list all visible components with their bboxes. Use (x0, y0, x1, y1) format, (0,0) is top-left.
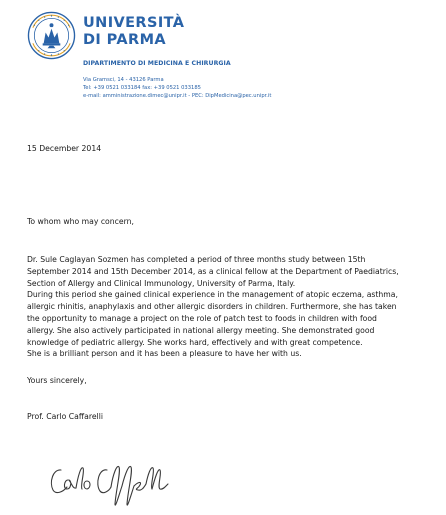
address-street: Via Gramsci, 14 - 43126 Parma (83, 77, 164, 83)
body-line: allergy. She also actively participated in national allergy meeting. She demonstrated good (27, 325, 375, 335)
university-name (83, 15, 184, 49)
university-name-line2: DI PARMA (83, 32, 167, 48)
letter-body (27, 254, 399, 360)
letter-signatory: Prof. Carlo Caffarelli (27, 412, 103, 421)
letter-salutation: To whom who may concern, (27, 217, 134, 226)
body-line: Section of Allergy and Clinical Immunology, University of Parma, Italy. (27, 278, 296, 288)
letter-closing: Yours sincerely, (27, 376, 87, 385)
address-email: e-mail: amministrazione.dimec@unipr.it - PEC: DipMedicina@pec.unipr.it (83, 93, 272, 99)
letter-date: 15 December 2014 (27, 144, 102, 153)
department-name: DIPARTIMENTO DI MEDICINA E CHIRURGIA (83, 60, 231, 67)
body-line: She is a brilliant person and it has been a pleasure to have her with us. (27, 349, 302, 359)
body-line: September 2014 and 15th December 2014, as a clinical fellow at the Department of Paediatrics, (27, 266, 399, 276)
address-phone-fax: Tel: +39 0521 033184 fax: +39 0521 033185 (83, 85, 201, 91)
body-line: the opportunity to manage a project on the role of patch test to foods in children with food (27, 313, 377, 323)
body-line: knowledge of pediatric allergy. She works hard, effectively and with great competence. (27, 337, 363, 347)
department-address (83, 76, 271, 100)
body-line: Dr. Sule Caglayan Sozmen has completed a period of three months study between 15th (27, 255, 366, 264)
university-seal-icon (27, 11, 76, 60)
body-line: During this period she gained clinical experience in the management of atopic eczema, asthma, (27, 290, 398, 300)
handwritten-signature-icon (45, 460, 185, 512)
body-line: allergic rhinitis, anaphylaxis and other allergic disorders in children. Furthermore, she has taken (27, 302, 397, 312)
university-name-line1: UNIVERSITÀ (83, 15, 185, 31)
